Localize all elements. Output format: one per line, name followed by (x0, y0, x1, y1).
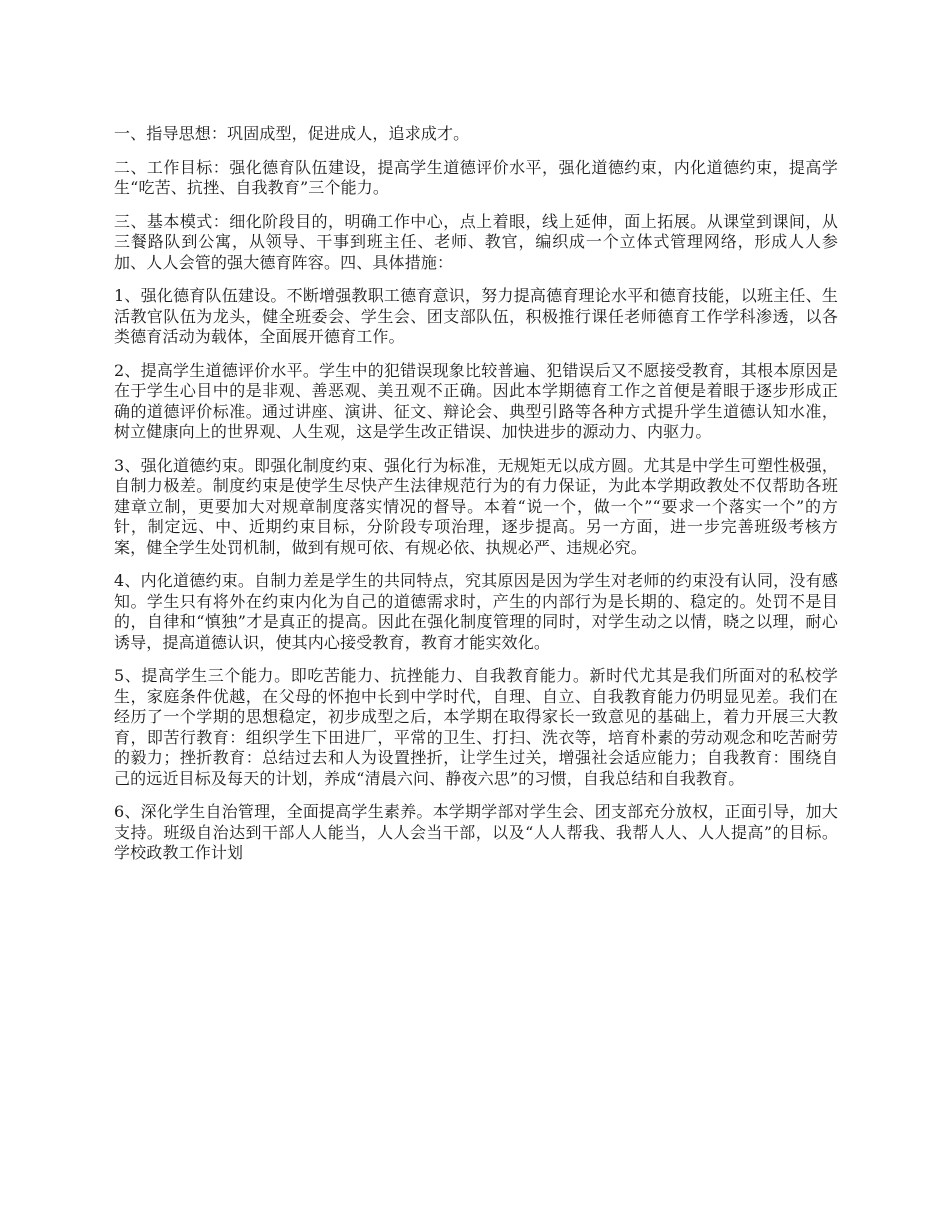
paragraph-measure-2: 2、提高学生道德评价水平。学生中的犯错误现象比较普遍、犯错误后又不愿接受教育，其根本原因是在于学生心目中的是非观、善恶观、美丑观不正确。因此本学期德育工作之首便是着眼于逐步形成正确的道德评价标准。通过讲座、演讲、征文、辩论会、典型引路等各种方式提升学生道德认知水准，树立健康向上的世界观、人生观，这是学生改正错误、加快进步的源动力、内驱力。 (114, 360, 838, 441)
paragraph-measure-5: 5、提高学生三个能力。即吃苦能力、抗挫能力、自我教育能力。新时代尤其是我们所面对的私校学生，家庭条件优越，在父母的怀抱中长到中学时代，自理、自立、自我教育能力仍明显见差。我们在经历了一个学期的思想稳定，初步成型之后，本学期在取得家长一致意见的基础上，着力开展三大教育，即苦行教育：组织学生下田进厂，平常的卫生、打扫、洗衣等，培育朴素的劳动观念和吃苦耐劳的毅力；挫折教育：总结过去和人为设置挫折，让学生过关，增强社会适应能力；自我教育：围绕自己的远近目标及每天的计划，养成“清晨六问、静夜六思”的习惯，自我总结和自我教育。 (114, 666, 838, 788)
paragraph-measure-3: 3、强化道德约束。即强化制度约束、强化行为标准，无规矩无以成方圆。尤其是中学生可塑性极强，自制力极差。制度约束是使学生尽快产生法律规范行为的有力保证，为此本学期政教处不仅帮助各班建章立制，更要加大对规章制度落实情况的督导。本着“说一个，做一个”“要求一个落实一个”的方针，制定远、中、近期约束目标，分阶段专项治理，逐步提高。另一方面，进一步完善班级考核方案，健全学生处罚机制，做到有规可依、有规必依、执规必严、违规必究。 (114, 455, 838, 557)
paragraph-measure-4: 4、内化道德约束。自制力差是学生的共同特点，究其原因是因为学生对老师的约束没有认同，没有感知。学生只有将外在约束内化为自己的道德需求时，产生的内部行为是长期的、稳定的。处罚不是目的，自律和“慎独”才是真正的提高。因此在强化制度管理的同时，对学生动之以情，晓之以理，耐心诱导，提高道德认识，使其内心接受教育，教育才能实效化。 (114, 571, 838, 652)
paragraph-basic-mode: 三、基本模式：细化阶段目的，明确工作中心，点上着眼，线上延伸，面上拓展。从课堂到课间，从三餐路队到公寓，从领导、干事到班主任、老师、教官，编织成一个立体式管理网络，形成人人参加、人人会管的强大德育阵容。四、具体措施： (114, 211, 838, 272)
paragraph-guiding-ideology: 一、指导思想：巩固成型，促进成人，追求成才。 (114, 124, 470, 143)
paragraph-measure-1: 1、强化德育队伍建设。不断增强教职工德育意识，努力提高德育理论水平和德育技能，以班主任、生活教官队伍为龙头，健全班委会、学生会、团支部队伍，积极推行课任老师德育工作学科渗透，以各类德育活动为载体，全面展开德育工作。 (114, 286, 838, 346)
document-page (114, 124, 838, 877)
paragraph-work-goals: 二、工作目标：强化德育队伍建设，提高学生道德评价水平，强化道德约束，内化道德约束，提高学生“吃苦、抗挫、自我教育”三个能力。 (114, 157, 838, 197)
paragraph-measure-6: 6、深化学生自治管理，全面提高学生素养。本学期学部对学生会、团支部充分放权，正面引导，加大支持。班级自治达到干部人人能当，人人会当干部，以及“人人帮我、我帮人人、人人提高”的目标。学校政教工作计划 (114, 802, 838, 862)
